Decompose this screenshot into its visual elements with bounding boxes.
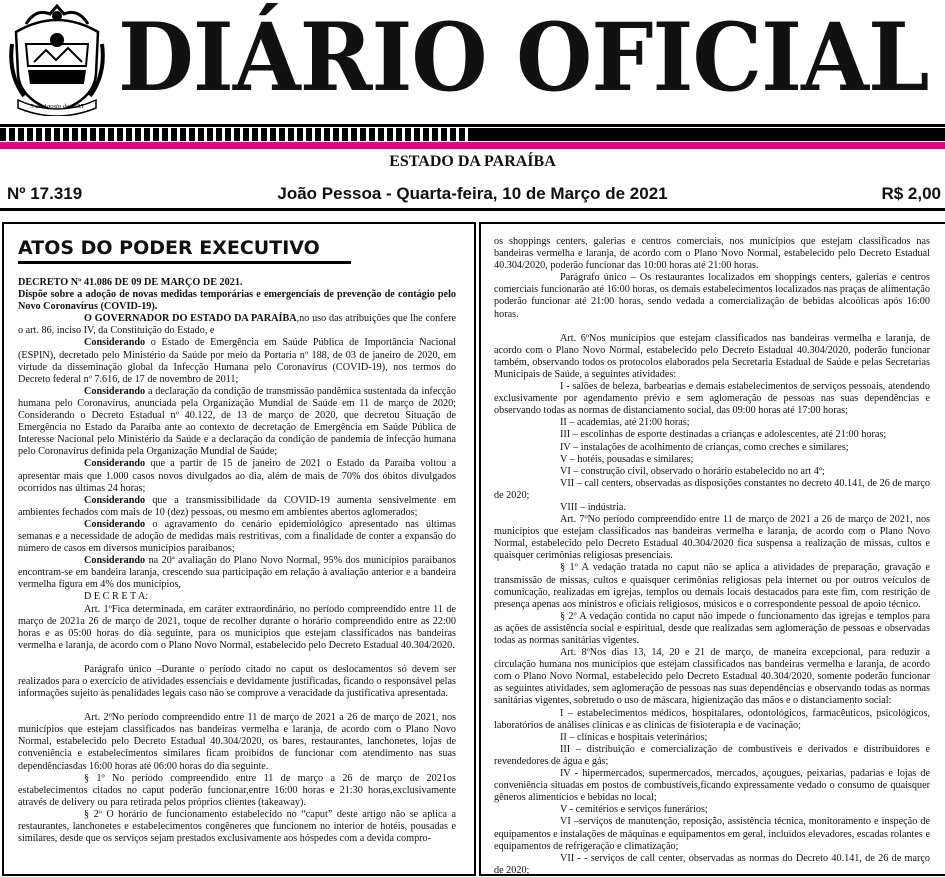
article-8-item-1: I – estabelecimentos médicos, hospitalares, odontológicos, farmacêuticos, psicológicos, laboratórios de análises clínicas e as clínicas de fisioterapia e de vacinação; (494, 707, 930, 731)
governor-preamble: O GOVERNADOR DO ESTADO DA PARAÍBA,no uso das atribuições que lhe confere o art. 86, inciso IV, da Constituição do Estado, e (18, 313, 456, 337)
article-8-item-7: VII - - serviços de call center, observadas as normas do Decreto 40.141, de 26 de março de 2020; (494, 852, 930, 876)
issue-number: Nº 17.319 (7, 184, 83, 203)
header-accent-band (0, 142, 945, 149)
svg-text:5 de Agosto de 1585: 5 de Agosto de 1585 (30, 103, 84, 110)
article-6-item-5: V – hotéis, pousadas e similares; (560, 453, 694, 465)
decree-summary: Dispõe sobre a adoção de novas medidas temporárias e emergenciais de prevenção de contágio pelo Novo Coronavírus (COVID-19). (18, 289, 456, 313)
newspaper-title: DIÁRIO OFICIAL (118, 3, 929, 113)
article-1-sole-paragraph: Parágrafo único –Durante o período citado no caput os deslocamentos só devem ser realizados para o exercício de atividades essenciais e devidamente justificadas, ficando o responsável pelas informações sujeito às penalidades legais caso não se comprove a veracidade da justificativa apresentada. (18, 663, 456, 700)
article-7-paragraph-2: § 2º A vedação contida no caput não impede o funcionamento das igrejas e templos para as ações de assistência social e espiritual, desde que realizadas sem aglomeração de pessoas e observadas todas as normas sanitárias vigentes. (494, 610, 930, 646)
considerando-6: Considerando na 20ª avaliação do Plano Novo Normal, 95% dos municípios paraibanos encontram-se em bandeira laranja, crescendo sua participação em relação à avaliação anterior e a bandeira vermelha figura em 4% dos municípios, (18, 555, 456, 591)
right-column (494, 236, 930, 877)
article-6-item-4: IV – instalações de acolhimento de crianças, como creches e similares; (560, 441, 849, 453)
state-coat-of-arms-icon (6, 4, 108, 116)
info-bar-rule (0, 208, 945, 211)
article-7-paragraph-1: § 1º A vedação tratada no caput não se aplica a atividades de preparação, gravação e transmissão de missas, cultos e quaisquer cerimônias religiosas pela internet ou por outros veículos de comunicação, realizadas em igrejas, templos ou demais locais destacados para este fim, com restrição de presença apenas aos ministros e oficiais religiosos, músicos e o correspondente pessoal de apoio técnico. (494, 562, 930, 610)
issue-info-bar (0, 181, 945, 207)
decreta-label: D E C R E T A: (84, 591, 149, 603)
considerando-5: Considerando o agravamento do cenário epidemiológico apresentado nas últimas semanas e a necessidade de adoção de medidas mais restritivas, com a finalidade de conter a expansão do número de casos em diversos municípios paraibanos; (18, 518, 456, 555)
article-5-sole-paragraph: Parágrafo único – Os restaurantes localizados em shoppings centers, galerias e centros comerciais funcionarão até 16:00 horas, os demais estabelecimentos localizados nas praças de alimentação poderão funcionar até 21:00 horas, sendo vedada a comercialização de bebidas alcoólicas após 16:00 horas. (494, 272, 930, 320)
article-6: Art. 6ºNos municípios que estejam classificados nas bandeiras vermelha e laranja, de acordo com o Plano Novo Normal, estabelecido pelo Decreto Estadual 40.304/2020, poderão funcionar também, observando todos os protocolos elaborados pela Secretaria Estadual de Saúde e pelas Secretarias Municipais de Saúde, a seguintes atividades: (494, 332, 930, 380)
considerando-1: Considerando o Estado de Emergência em Saúde Pública de Importância Nacional (ESPIN), decretado pelo Ministério da Saúde por meio da Portaria nº 188, de 03 de janeiro de 2020, em virtude da disseminação global da Infecção Humana pelo Coronavírus (COVID-19), nos termos do Decreto federal nº 7.616, de 17 de novembro de 2011; (18, 337, 456, 385)
article-5-continuation: os shoppings centers, galerias e centros comerciais, nos municípios que estejam classificados nas bandeiras vermelha e laranja, de acordo com o Plano Novo Normal, estabelecido pelo Decreto Estadual 40.304/2020, poderão funcionar das 10:00 horas até 21:00 horas. (494, 236, 930, 272)
article-7: Art. 7ºNo período compreendido entre 11 de março de 2021 a 26 de março de 2021, nos municípios que estejam classificados nas bandeiras vermelha e laranja, de acordo com o Plano Novo Normal, estabelecido pelo Decreto Estadual 40.304/2020 fica suspensa a realização de missas, cultos e quaisquer cerimônias religiosas presenciais. (494, 514, 930, 562)
article-6-item-2: II – academias, até 21:00 horas; (560, 417, 690, 429)
article-8-item-5: V - cemitérios e serviços funerários; (560, 804, 708, 816)
article-6-item-1: I - salões de beleza, barbearias e demais estabelecimentos de serviços pessoais, atendendo exclusivamente por agendamento prévio e sem aglomeração de pessoas nas suas dependências e observando todas as normas de distanciamento social, das 09:00 horas até 17:00 horas; (494, 381, 930, 417)
issue-price: R$ 2,00 (881, 184, 941, 203)
considerando-3: Considerando que a partir de 15 de janeiro de 2021 o Estado da Paraíba voltou a apresentar mais que 1.000 casos novos divulgados ao dia, além de mais de 70% dos óbitos divulgados ocorridos nas últimas 24 horas; (18, 458, 456, 494)
masthead (0, 0, 945, 150)
left-column (18, 236, 456, 845)
article-8-item-6: VI –serviços de manutenção, reposição, assistência técnica, monitoramento e inspeção de equipamentos e instalações de máquinas e equipamentos em geral, incluídos elevadores, escadas rolantes e equipamentos de refrigeração e climatização; (494, 816, 930, 852)
considerando-4: Considerando que a transmissibilidade da COVID-19 aumenta sensivelmente em ambientes fechados com mais de 10 (dez) pessoas, ou mesmo em ambientes abertos aglomerados; (18, 494, 456, 518)
article-8-item-2: II – clínicas e hospitais veterinários; (560, 731, 708, 743)
article-6-item-6: VI – construção civil, observado o horário estabelecido no art 4º; (560, 465, 825, 477)
article-2: Art. 2ºNo período compreendido entre 11 de março de 2021 a 26 de março de 2021, nos municípios que estejam classificados nas bandeiras vermelha e laranja, de acordo com o Plano Novo Normal, estabelecido pelo Decreto Estadual 40.304/2020, os bares, restaurantes, lanchonetes, lojas de conveniência e estabelecimentos similares ficam proibidos de funcionar com atendimento nas suas dependênciasdas 16:00 horas até 06:00 horas do dia seguinte. (18, 712, 456, 772)
article-2-paragraph-1: § 1º No período compreendido entre 11 de março a 26 de março de 2021os estabelecimentos citados no caput poderão funcionar,entre 16:00 horas e 21:30 horas,exclusivamente através de delivery ou para retirada pelos próprios clientes (takeaway). (18, 772, 456, 808)
article-8: Art. 8ºNos dias 13, 14, 20 e 21 de março, de maneira excepcional, para reduzir a circulação humana nos municípios que estejam classificados nas bandeiras vermelha e laranja, de acordo com o Plano Novo Normal, estabelecido pelo Decreto Estadual 40.304/2020, somente poderão funcionar as seguintes atividades, sem aglomeração de pessoas nas suas dependências e observando todas as normas sanitárias vigentes, sobretudo o uso de máscara, higienização das mãos e o distanciamento social: (494, 647, 930, 707)
decree-heading: DECRETO Nº 41.086 DE 09 DE MARÇO DE 2021. (18, 277, 243, 288)
article-2-paragraph-2: § 2º O horário de funcionamento estabelecido no “caput” deste artigo não se aplica a restaurantes, lanchonetes e estabelecimentos congêneres que funcionem no interior de hotéis, pousadas e similares, desde que os serviços sejam prestados exclusivamente aos hóspedes com a devida compro- (18, 808, 456, 845)
header-rule (0, 124, 945, 127)
header-band (0, 128, 945, 141)
article-6-item-7: VII – call centers, observadas as disposições constantes no decreto 40.141, de 26 de março de 2020; (494, 477, 930, 501)
section-title: ATOS DO PODER EXECUTIVO (18, 237, 320, 259)
article-8-item-4: IV - hipermercados, supermercados, mercados, açougues, peixarias, padarias e lojas de conveniência situadas em postos de combustíveis,ficando expressamente vedado o consumo de quaisquer gêneros alimentícios e bebidas no local; (494, 768, 930, 804)
article-1: Art. 1ºFica determinada, em caráter extraordinário, no período compreendido entre 11 de março de 2021a 26 de março de 2021, toque de recolher durante o horário compreendido entre as 22:00 horas e as 05:00 horas do dia seguinte, para os municípios que estejam classificados nas bandeiras vermelha e laranja, de acordo com o Plano Novo Normal, estabelecido pelo Decreto Estadual 40.304/2020. (18, 603, 456, 651)
article-6-item-3: III – escolinhas de esporte destinadas a crianças e adolescentes, até 21:00 horas; (560, 429, 887, 441)
considerando-2: Considerando a declaração da condição de transmissão pandêmica sustentada da infecção humana pelo Coronavírus, anunciada pela Organização Mundial de Saúde em 11 de março de 2020; Considerando o Decreto Estadual nº 40.122, de 13 de março de 2020, que decretou Situação de Emergência no Estado da Paraíba ante ao contexto de decretação de Emergência em Saúde Pública de Interesse Nacional pelo Ministério da Saúde e a declaração da condição de pandemia de infecção humana pelo Coronavírus definida pela Organização Mundial de Saúde; (18, 385, 456, 458)
article-8-item-3: III – distribuição e comercialização de combustíveis e derivados e distribuidores e revendedores de água e gás; (494, 743, 930, 767)
article-6-item-8: VIII – indústria. (560, 501, 626, 513)
issue-date: João Pessoa - Quarta-feira, 10 de Março de 2021 (277, 184, 668, 203)
state-name: ESTADO DA PARAÍBA (389, 153, 556, 170)
section-title-underline (18, 261, 351, 264)
